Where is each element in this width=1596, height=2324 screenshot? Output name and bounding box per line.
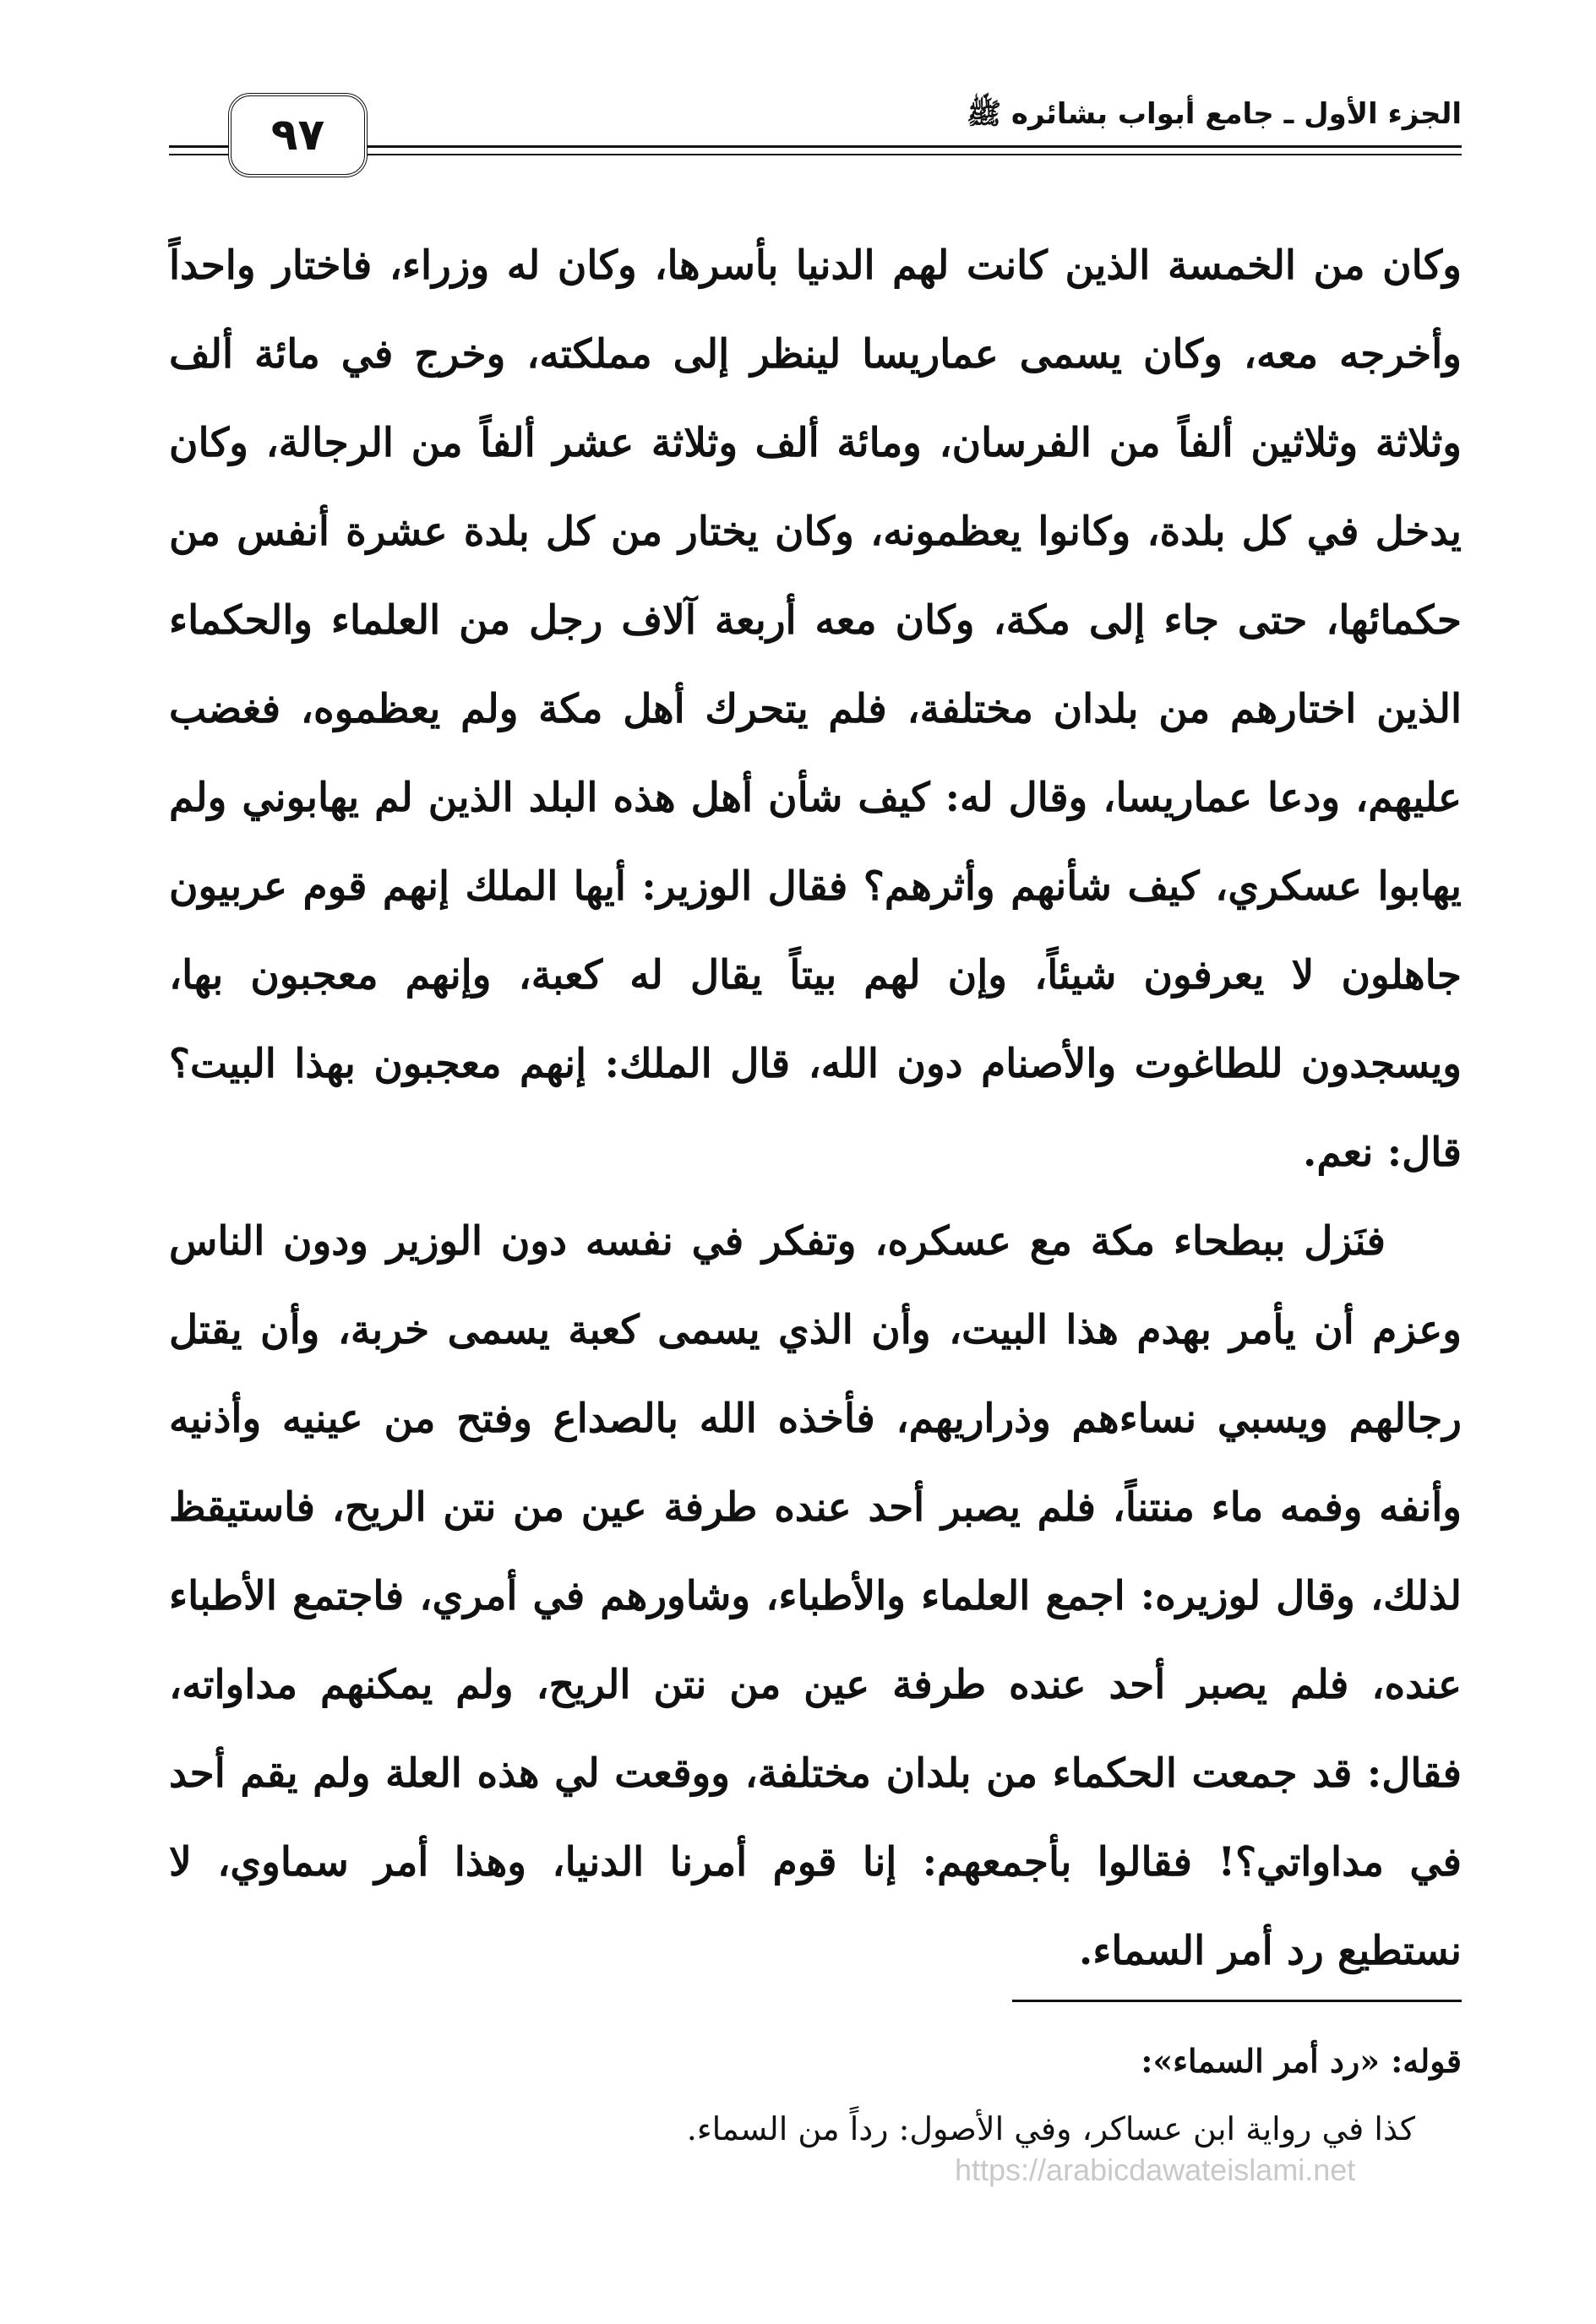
paragraph-2: فنَزل ببطحاء مكة مع عسكره، وتفكر في نفسه دون الوزير ودون الناس وعزم أن يأمر بهدم هذا البيت، وأن الذي يسمى كعبة يسمى خربة، وأن يقتل رجالهم ويسبي نساءهم وذراريهم، فأخذه الله بالصداع وفتح من عينيه وأذنيه وأنفه وفمه ماء منتناً، فلم يصبر أحد عنده طرفة عين من نتن الريح، فاستيقظ لذلك، وقال لوزيره: اجمع العلماء والأطباء، وشاورهم في أمري، فاجتمع الأطباء عنده، فلم يصبر أحد عنده طرفة عين من نتن الريح، ولم يمكنهم مداواته، فقال: قد جمعت الحكماء من بلدان مختلفة، ووقعت لي هذه العلة ولم يقم أحد في مداواتي؟! فقالوا بأجمعهم: إنا قوم أمرنا الدنيا، وهذا أمر سماوي، لا نستطيع رد أمر السماء. (169, 1218, 1462, 1974)
footnote-separator (1012, 2000, 1462, 2002)
page-number: ٩٧ (270, 110, 325, 161)
main-text (169, 221, 1462, 1995)
watermark-url: https://arabicdawateislami.net (955, 2153, 1356, 2187)
footnote-text: كذا في رواية ابن عساكر، وفي الأصول: رداً من السماء. (686, 2110, 1415, 2147)
page-header (169, 93, 1462, 194)
paragraph-1: وكان من الخمسة الذين كانت لهم الدنيا بأسرها، وكان له وزراء، فاختار واحداً وأخرجه معه، وكان يسمى عماريسا لينظر إلى مملكته، وخرج في مائة ألف وثلاثة وثلاثين ألفاً من الفرسان، ومائة ألف وثلاثة عشر ألفاً من الرجالة، وكان يدخل في كل بلدة، وكانوا يعظمونه، وكان يختار من كل بلدة عشرة أنفس من حكمائها، حتى جاء إلى مكة، وكان معه أربعة آلاف رجل من العلماء والحكماء الذين اختارهم من بلدان مختلفة، فلم يتحرك أهل مكة ولم يعظموه، فغضب عليهم، ودعا عماريسا، وقال له: كيف شأن أهل هذه البلد الذين لم يهابوني ولم يهابوا عسكري، كيف شأنهم وأثرهم؟ فقال الوزير: أيها الملك إنهم قوم عربيون جاهلون لا يعرفون شيئاً، وإن لهم بيتاً يقال له كعبة، وإنهم معجبون بها، ويسجدون للطاغوت والأصنام دون الله، قال الملك: إنهم معجبون بهذا البيت؟ قال: نعم. (169, 242, 1462, 1176)
running-title: الجزء الأول ـ جامع أبواب بشائره ﷺ (958, 96, 1462, 138)
page-number-frame (228, 93, 368, 177)
footnote (169, 2027, 1462, 2163)
footnote-heading: قوله: «رد أمر السماء»: (1141, 2042, 1462, 2080)
